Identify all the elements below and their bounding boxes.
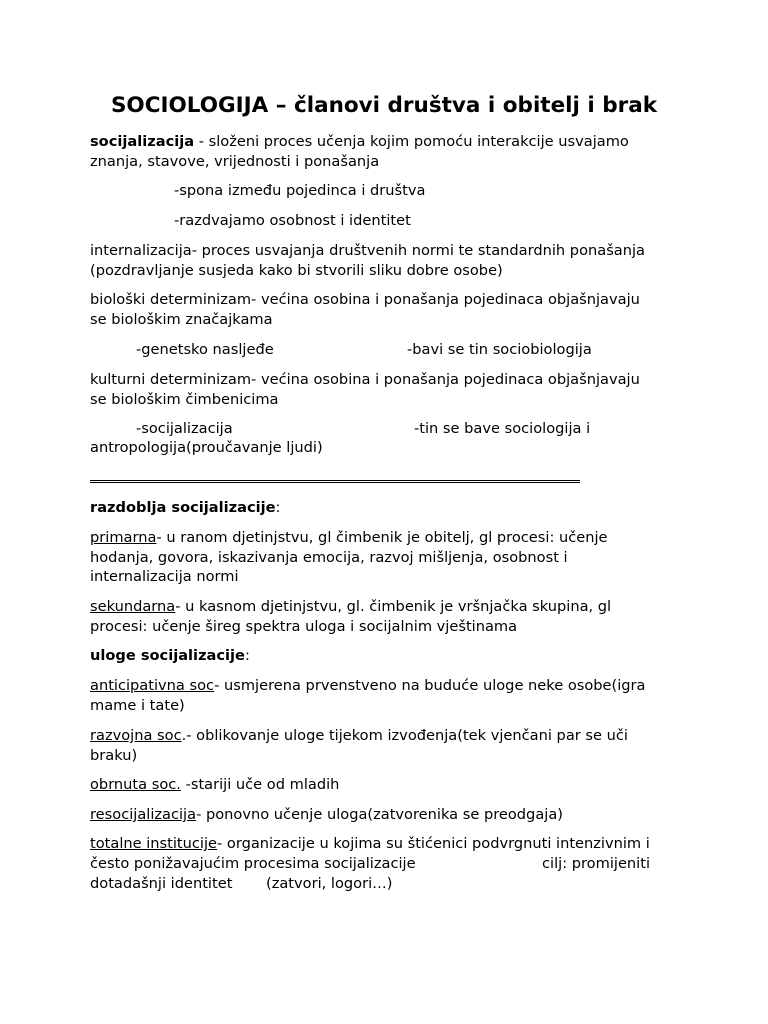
anticipativna-term: anticipativna soc [90,677,215,694]
sekundarna-line-1 [90,597,680,617]
socijalizacija-bullet-1: -spona između pojedinca i društva [174,182,426,199]
uloge-heading-line [90,646,680,666]
anticipativna-line-2: mame i tate) [90,696,185,714]
resocijalizacija-paragraph [90,805,680,825]
razvojna-line-1 [90,726,680,746]
bioloski-right-note: -bavi se tin sociobiologija [407,341,592,358]
primarna-text-1: - u ranom djetinjstvu, gl čimbenik je obitelj, gl procesi: učenje [156,529,608,546]
socijalizacija-definition [90,132,680,171]
razdoblja-colon: : [275,499,281,516]
sekundarna-text-1: - u kasnom djetinjstvu, gl. čimbenik je vršnjačka skupina, gl [175,598,612,615]
obrnuta-paragraph [90,775,680,795]
anticipativna-paragraph [90,676,680,715]
razvojna-paragraph [90,726,680,765]
totalne-line-3a: dotadašnji identitet [90,875,233,892]
bioloski-paragraph [90,290,680,329]
razdoblja-heading-line [90,498,680,518]
primarna-line-1 [90,528,680,548]
section-divider [90,480,580,483]
razvojna-term: razvojna soc [90,727,182,744]
anticipativna-text-1: - usmjerena prvenstveno na buduće uloge neke osobe(igra [214,677,646,694]
kulturni-left-note: -socijalizacija [136,420,233,437]
kulturni-line-2: se biološkim čimbenicima [90,390,279,408]
page-title: SOCIOLOGIJA – članovi društva i obitelj i brak [110,93,658,118]
kulturni-right-note: -tin se bave sociologija i [414,420,591,437]
bioloski-line-2: se biološkim značajkama [90,310,273,328]
resocijalizacija-line-1 [90,805,680,825]
kulturni-line-1: kulturni determinizam- većina osobina i ponašanja pojedinaca objašnjavaju [90,371,640,388]
sekundarna-paragraph [90,597,680,636]
uloge-colon: : [244,647,250,664]
totalne-line-2b: cilj: promijeniti [542,855,650,872]
totalne-line-3b: (zatvori, logori…) [266,875,393,892]
primarna-line-3: internalizacija normi [90,568,239,586]
socijalizacija-bullet-2: -razdvajamo osobnost i identitet [174,212,411,229]
internalizacija-paragraph [90,241,680,280]
socijalizacija-def-1: - složeni proces učenja kojim pomoću interakcije usvajamo [194,133,629,150]
anticipativna-line-1 [90,676,680,696]
resocijalizacija-term: resocijalizacija [90,806,197,823]
obrnuta-term: obrnuta soc. [90,776,181,793]
uloge-heading: uloge socijalizacije [90,647,245,664]
obrnuta-line-1 [90,775,680,795]
razdoblja-heading: razdoblja socijalizacije [90,499,276,516]
socijalizacija-def-2: znanja, stavove, vrijednosti i ponašanja [90,152,380,170]
socijalizacija-line-1 [90,132,680,152]
obrnuta-text-1: -stariji uče od mladih [180,776,340,793]
totalne-line-1 [90,834,680,854]
resocijalizacija-text-1: - ponovno učenje uloga(zatvorenika se preodgaja) [196,806,563,823]
razvojna-line-2: braku) [90,746,138,764]
totalne-paragraph [90,834,680,854]
totalne-line-2a: često ponižavajućim procesima socijalizacije [90,855,416,872]
razvojna-text-1: .- oblikovanje uloge tijekom izvođenja(tek vjenčani par se uči [181,727,628,744]
sekundarna-line-2: procesi: učenje šireg spektra uloga i socijalnim vještinama [90,617,518,635]
kulturni-line-3: antropologija(proučavanje ljudi) [90,439,323,456]
internalizacija-line-1: internalizacija- proces usvajanja društvenih normi te standardnih ponašanja [90,242,645,259]
bioloski-left-note: -genetsko nasljeđe [136,341,274,358]
primarna-paragraph [90,528,680,587]
bioloski-line-1: biološki determinizam- većina osobina i ponašanja pojedinaca objašnjavaju [90,291,640,308]
internalizacija-line-2: (pozdravljanje susjeda kako bi stvorili sliku dobre osobe) [90,261,503,279]
primarna-line-2: hodanja, govora, iskazivanja emocija, razvoj mišljenja, osobnost i [90,548,568,566]
totalne-text-1: - organizacije u kojima su štićenici podvrgnuti intenzivnim i [217,835,650,852]
sekundarna-term: sekundarna [90,598,176,615]
primarna-term: primarna [90,529,157,546]
totalne-term: totalne institucije [90,835,218,852]
socijalizacija-term: socijalizacija [90,133,195,150]
kulturni-paragraph [90,370,680,409]
